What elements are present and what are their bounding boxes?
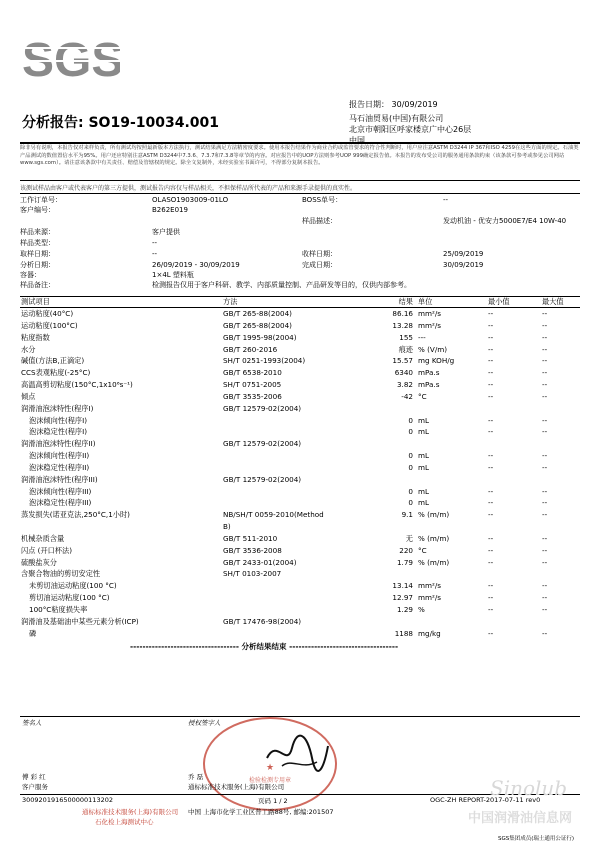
cell-min: --: [488, 451, 494, 461]
purpose-label: 样品备注：: [20, 281, 55, 289]
cell-item: 运动粘度(40°C): [21, 309, 74, 318]
cell-unit: mg KOH/g: [418, 356, 455, 366]
cell-result: 220: [399, 545, 413, 555]
reviewer-role: 客户服务: [22, 783, 48, 791]
cell-method: GB/T 265-88(2004): [223, 309, 292, 318]
cell-max: --: [542, 320, 548, 330]
table-row: [20, 355, 580, 366]
form-id: OGC-ZH REPORT-2017-07-11 rev0: [430, 796, 541, 804]
cell-max: --: [542, 486, 548, 496]
cell-unit: mL: [418, 415, 430, 425]
cell-result: 0: [408, 451, 413, 461]
cell-min: --: [488, 628, 494, 638]
cell-result: 0: [408, 415, 413, 425]
cell-min: --: [488, 380, 494, 390]
cell-min: --: [488, 356, 494, 366]
cell-item: 泡沫倾向性(程序II): [29, 451, 90, 461]
cell-item: 机械杂质含量: [21, 533, 65, 543]
table-row: [20, 568, 580, 579]
cell-max: --: [542, 368, 548, 378]
container-label: 容器：: [20, 271, 41, 279]
cell-max: --: [542, 605, 548, 614]
cell-result: 9.1: [401, 510, 413, 520]
watermark-text: 中国润滑油信息网: [468, 811, 573, 826]
cell-unit: %: [418, 605, 425, 614]
table-row: [20, 462, 580, 473]
divider: [20, 142, 580, 144]
cell-max: --: [542, 427, 548, 437]
cell-max: --: [542, 356, 548, 366]
cell-item: 粘度指数: [21, 332, 50, 342]
cell-max: --: [542, 498, 548, 508]
table-row: [20, 580, 580, 591]
cell-max: --: [542, 593, 548, 603]
cell-min: --: [488, 332, 494, 342]
watermark-icon: [468, 770, 593, 830]
test-center: 石化检上海测试中心: [95, 818, 154, 826]
cell-item: 硫酸盐灰分: [21, 557, 57, 567]
cell-min: --: [488, 581, 494, 591]
table-row: [20, 604, 580, 615]
cell-unit: mL: [418, 427, 430, 437]
svg-text:★: ★: [265, 763, 275, 773]
sampling-date-label: 取样日期：: [20, 250, 55, 258]
purpose-value: 检测报告仅用于客户科研、教学、内部质量控制、产品研发等目的，仅供内部参考。: [152, 281, 411, 289]
table-row: [20, 486, 580, 497]
address: 中国 上海市化学工业区普工路88号, 邮编:201507: [188, 808, 334, 816]
cell-unit: mL: [418, 451, 430, 461]
cell-result: -42: [401, 391, 413, 401]
cell-method: GB/T 260-2016: [223, 344, 278, 354]
cell-result: 3.82: [396, 380, 413, 390]
cell-result: 0: [408, 498, 413, 508]
cell-result: 无: [405, 533, 413, 543]
table-row: [20, 509, 580, 520]
cell-unit: % (m/m): [418, 557, 450, 567]
cell-item: 含聚合物油的剪切安定性: [21, 569, 101, 579]
cell-max: --: [542, 451, 548, 461]
table-row: [20, 308, 580, 319]
cell-max: --: [542, 415, 548, 425]
completed-label: 完成日期：: [302, 261, 337, 269]
cell-item: 泡沫稳定性(程序I): [29, 427, 88, 437]
type-label: 样品类型：: [20, 239, 55, 247]
cell-min: --: [488, 309, 494, 318]
table-row: [20, 545, 580, 556]
cell-unit: mL: [418, 486, 430, 496]
cell-unit: °C: [418, 391, 427, 401]
source-value: 客户提供: [152, 228, 180, 236]
sgs-logo-icon: [20, 28, 120, 86]
cell-unit: mm²/s: [418, 593, 442, 603]
cell-method: SH/T 0103-2007: [223, 569, 282, 579]
cell-item: 碱值(方法B,正滴定): [21, 356, 85, 366]
cell-result: 0: [408, 486, 413, 496]
cell-item: CCS表观粘度(-25°C): [21, 368, 91, 378]
cell-result: 6340: [394, 368, 413, 378]
table-row: [20, 320, 580, 331]
cell-item: 泡沫稳定性(程序III): [29, 498, 92, 508]
sample-note: 该测试样品由客户或代表客户的第三方提供，测试报告内容仅与样品相关，不担保样品所代表的产品和来源手录提供的真实性。: [20, 185, 357, 192]
cell-result: 15.57: [392, 356, 413, 366]
sgs-group-member: SGS集团成员(瑞士通用公证行): [498, 836, 575, 842]
cell-item: 倾点: [21, 391, 36, 401]
document-id: 3009201916500000113202: [22, 796, 113, 804]
cell-item: 水分: [21, 344, 36, 354]
table-row: [20, 391, 580, 402]
authorizer-label: 授权签字人: [188, 719, 221, 727]
cell-item: 泡沫倾向性(程序III): [29, 486, 92, 496]
company-line: 马石油贸易(中国)有限公司: [349, 114, 444, 123]
cell-max: --: [542, 628, 548, 638]
cell-result: 1.79: [396, 557, 413, 567]
cell-max: --: [542, 332, 548, 342]
table-row: [20, 426, 580, 437]
cell-method: SH/T 0251-1993(2004): [223, 356, 306, 366]
seal-subtext: 检验检测专用章: [248, 777, 292, 784]
cell-method: NB/SH/T 0059-2010(Method: [223, 510, 324, 520]
cell-item: 润滑油泡沫特性(程序II): [21, 439, 96, 449]
authorizer-name: 乔 磊: [188, 773, 204, 781]
divider: [20, 193, 580, 194]
cell-min: --: [488, 427, 494, 437]
cell-max: --: [542, 510, 548, 520]
divider: [20, 307, 580, 308]
cell-method: GB/T 12579-02(2004): [223, 474, 302, 484]
cell-unit: % (m/m): [418, 510, 450, 520]
table-row: [20, 592, 580, 603]
cell-result: 0: [408, 462, 413, 472]
received-value: 25/09/2019: [443, 250, 484, 258]
header-max: 最大值: [542, 297, 564, 306]
sgs-logo: [20, 28, 120, 86]
work-order-value: OLASO1903009-01LO: [152, 196, 229, 204]
cell-method: GB/T 265-88(2004): [223, 320, 292, 330]
table-row: [20, 403, 580, 414]
table-row: [20, 415, 580, 426]
cell-item: 润滑油泡沫特性(程序III): [21, 474, 98, 484]
container-value: 1×4L 塑料瓶: [152, 271, 194, 279]
cell-min: --: [488, 391, 494, 401]
company-line: 中国: [349, 136, 365, 145]
header-min: 最小值: [488, 297, 510, 306]
cell-min: --: [488, 498, 494, 508]
type-value: --: [152, 239, 158, 247]
cell-unit: mm²/s: [418, 581, 442, 591]
company-name-red: 通标标准技术服务(上海)有限公司: [82, 808, 179, 816]
cell-result: 0: [408, 427, 413, 437]
reviewer-label: 签名人: [22, 719, 42, 727]
sample-desc-value: 发动机油 - 优安力5000E7/E4 10W-40: [443, 217, 567, 225]
report-date: 报告日期： 30/09/2019: [349, 100, 438, 109]
cell-result: 155: [399, 332, 413, 342]
cell-method: GB/T 17476-98(2004): [223, 616, 302, 626]
cell-result: 痕迹: [398, 344, 413, 354]
cell-min: --: [488, 545, 494, 555]
table-header: [20, 296, 580, 307]
cell-min: --: [488, 320, 494, 330]
source-label: 样品来源：: [20, 228, 55, 236]
table-row: [20, 332, 580, 343]
cell-min: --: [488, 368, 494, 378]
page-title: 分析报告: SO19-10034.001: [22, 115, 219, 131]
cell-unit: mg/kg: [418, 628, 441, 638]
cell-method: GB/T 3535-2006: [223, 391, 282, 401]
cell-item: 未剪切油运动粘度(100 °C): [29, 581, 117, 591]
divider: [20, 180, 580, 181]
page-number: 页码 1 / 2: [258, 797, 288, 805]
analysis-date-label: 分析日期：: [20, 261, 55, 269]
cell-item: 100°C粘度损失率: [29, 605, 88, 614]
cell-method: GB/T 511-2010: [223, 533, 278, 543]
cell-item: 运动粘度(100°C): [21, 320, 78, 330]
cell-max: --: [542, 581, 548, 591]
cell-method: GB/T 12579-02(2004): [223, 439, 302, 449]
cell-min: --: [488, 605, 494, 614]
results-end-marker: ----------------------------------- 分析结果结束 -----------------------------------: [130, 642, 399, 651]
cell-item: 闪点 (开口杯法): [21, 545, 73, 555]
header-item: 测试项目: [21, 297, 50, 306]
cell-result: 13.14: [392, 581, 413, 591]
table-row: [20, 521, 580, 532]
completed-value: 30/09/2019: [443, 261, 484, 269]
table-row: [20, 628, 580, 639]
cell-item: 剪切油运动粘度(100 °C): [29, 593, 110, 603]
table-row: [20, 367, 580, 378]
cell-min: --: [488, 510, 494, 520]
company-line: 北京市朝阳区呼家楼京广中心26层: [349, 125, 472, 134]
cell-unit: ---: [418, 332, 426, 342]
table-row: [20, 474, 580, 485]
watermark-brand: Sinolub: [490, 776, 568, 800]
cell-item: 泡沫稳定性(程序II): [29, 462, 90, 472]
cell-max: --: [542, 533, 548, 543]
cell-min: --: [488, 557, 494, 567]
cell-unit: mL: [418, 462, 430, 472]
cell-unit: mPa.s: [418, 380, 440, 390]
cell-max: --: [542, 391, 548, 401]
cell-unit: mL: [418, 498, 430, 508]
cell-result: 1.29: [396, 605, 413, 614]
cell-max: --: [542, 344, 548, 354]
table-row: [20, 616, 580, 627]
received-label: 收样日期：: [302, 250, 337, 258]
table-row: [20, 344, 580, 355]
cell-method: GB/T 6538-2010: [223, 368, 282, 378]
signature: [262, 728, 332, 782]
cell-min: --: [488, 415, 494, 425]
header-result: 结果: [398, 297, 413, 306]
reviewer-name: 傅 彩 红: [22, 773, 46, 781]
cell-item: 高温高剪切粘度(150°C,1x10⁶s⁻¹): [21, 380, 133, 390]
customer-no-value: B262E019: [152, 206, 188, 214]
cell-unit: % (V/m): [418, 344, 448, 354]
signature-icon: [262, 728, 332, 778]
cell-min: --: [488, 462, 494, 472]
cell-method: GB/T 3536-2008: [223, 545, 282, 555]
cell-max: --: [542, 462, 548, 472]
table-row: [20, 379, 580, 390]
cell-unit: °C: [418, 545, 427, 555]
cell-unit: mPa.s: [418, 368, 440, 378]
cell-method: B): [223, 522, 231, 532]
header-unit: 单位: [418, 297, 433, 306]
cell-item: 磷: [29, 628, 37, 638]
cell-result: 12.97: [392, 593, 413, 603]
cell-max: --: [542, 309, 548, 318]
cell-result: 13.28: [392, 320, 413, 330]
table-row: [20, 533, 580, 544]
cell-item: 润滑油泡沫特性(程序I): [21, 403, 94, 413]
authorizer-org: 通标标准技术服务(上海)有限公司: [188, 783, 285, 791]
cell-min: --: [488, 593, 494, 603]
cell-method: GB/T 1995-98(2004): [223, 332, 297, 342]
customer-no-label: 客户编号：: [20, 206, 55, 214]
cell-method: GB/T 12579-02(2004): [223, 403, 302, 413]
cell-unit: mm²/s: [418, 320, 442, 330]
header-method: 方法: [223, 297, 238, 306]
cell-min: --: [488, 486, 494, 496]
sampling-date-value: --: [152, 250, 158, 258]
table-row: [20, 438, 580, 449]
boss-value: --: [443, 196, 449, 204]
table-row: [20, 557, 580, 568]
cell-method: GB/T 2433-01(2004): [223, 557, 297, 567]
cell-item: 蒸发损失(诺亚克法,250°C,1小时): [21, 510, 130, 520]
analysis-date-value: 26/09/2019 - 30/09/2019: [152, 261, 240, 269]
cell-unit: % (m/m): [418, 533, 450, 543]
disclaimer-text: 除非另有说明，本报告仅对来样负责，所有测试均按照最新版本方法执行，测试结果满足方法精密度要求。使用本报告结果作为商业合约或监管要求的符合性判断时，用户应注意ASTM D3244 IP 367和ISO 4259在这些方面的规定。石油类产品测试的数值置信水平为95%。用户还应特别注意ASTM D3244中7.3.6、7.3.7和7.3.8等章节的内容。对应报告中的UOP方法则参考UOP 999确定报告值。本报告的发布受公司的服务通用条款约束（该条款可参考或参见公司网站www.sgs.com）。请注意该条款中有关责任、赔偿及管辖权的规定。除全文复制外，未经实验室书面许可，不得部分复制本报告。: [20, 145, 579, 167]
cell-item: 泡沫倾向性(程序I): [29, 415, 88, 425]
work-order-label: 工作订单号：: [20, 196, 62, 204]
logo-text: SGS: [22, 34, 120, 86]
watermark: [468, 770, 593, 830]
cell-min: --: [488, 344, 494, 354]
table-row: [20, 450, 580, 461]
cell-max: --: [542, 545, 548, 555]
cell-item: 润滑油及基础油中某些元素分析(ICP): [21, 616, 139, 626]
cell-min: --: [488, 533, 494, 543]
cell-max: --: [542, 557, 548, 567]
cell-result: 1188: [394, 628, 413, 638]
table-row: [20, 497, 580, 508]
cell-max: --: [542, 380, 548, 390]
cell-result: 86.16: [392, 309, 413, 318]
sample-desc-label: 样品描述：: [302, 217, 337, 225]
cell-unit: mm²/s: [418, 309, 442, 318]
boss-label: BOSS单号：: [302, 196, 343, 204]
cell-method: SH/T 0751-2005: [223, 380, 282, 390]
